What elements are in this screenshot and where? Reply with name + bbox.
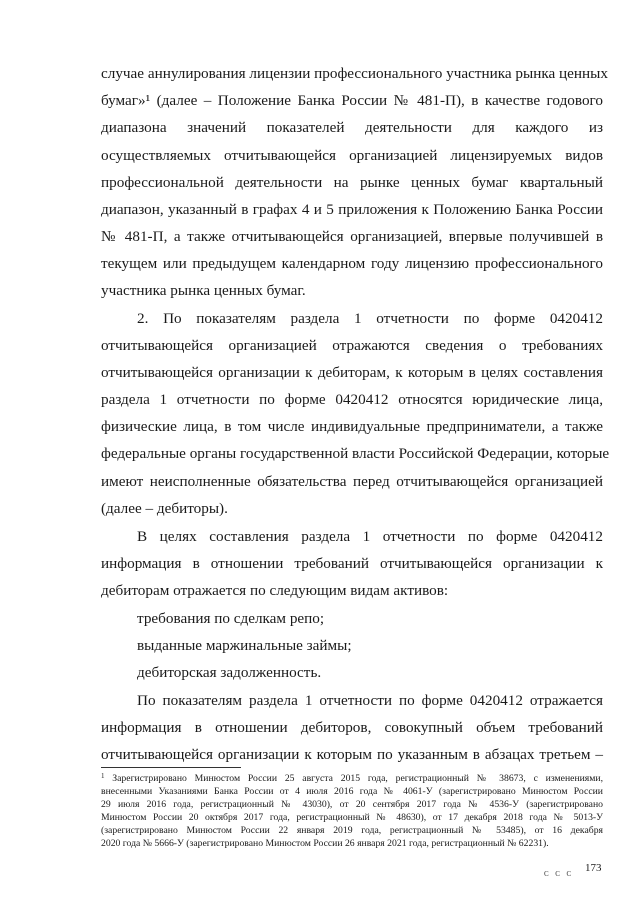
paragraph-start: В целях составления раздела 1 отчетности по форме 0420412 [137,528,603,545]
body-line: диапазона значений показателей деятельности для каждого из [101,119,603,136]
body-line: федеральные органы государственной власти Российской Федерации, которые [101,445,610,462]
page-number: 173 [585,862,602,874]
body-line: физические лица, в том числе индивидуальные предприниматели, а также [101,418,603,435]
body-line: отчитывающейся организации к которым по указанным в абзацах третьем – [101,746,603,763]
body-line: осуществляемых отчитывающейся организацией лицензируемых видов [101,147,603,164]
paragraph-start: 2. По показателям раздела 1 отчетности по форме 0420412 [137,310,603,327]
footnote-divider [101,767,241,768]
footnote-line: 29 июля 2016 года, регистрационный № 43030), от 20 сентября 2017 года № 4536-У (зарегистрировано [101,799,603,810]
body-line: диапазон, указанный в графах 4 и 5 приложения к Положению Банка России [101,201,603,218]
list-item: дебиторская задолженность. [137,664,322,681]
body-line: профессиональной деятельности на рынке ценных бумаг квартальный [101,174,603,191]
footnote-line: внесенными Указаниями Банка России от 4 июля 2016 года № 4061-У (зарегистрировано Минюстом России [101,786,603,797]
body-line: имеют неисполненные обязательства перед отчитывающейся организацией [101,473,603,490]
body-line: информация в отношении дебиторов, совокупный объем требований [101,719,603,736]
body-line: (далее – дебиторы). [101,500,228,517]
footnote-line: Минюстом России 20 октября 2017 года, регистрационный № 48630), от 17 декабря 2018 года № 5013-У [101,812,603,823]
paragraph-start: По показателям раздела 1 отчетности по форме 0420412 отражается [137,692,603,709]
body-line: случае аннулирования лицензии профессионального участника рынка ценных [101,65,608,82]
body-line: № 481-П, а также отчитывающейся организацией, впервые получившей в [101,228,603,245]
body-line: раздела 1 отчетности по форме 0420412 относятся юридические лица, [101,391,603,408]
body-line: информация в отношении требований отчитывающейся организации к [101,555,603,572]
list-item: выданные маржинальные займы; [137,637,352,654]
body-line: бумаг»¹ (далее – Положение Банка России № 481-П), в качестве годового [101,92,603,109]
body-line: отчитывающейся организации к дебиторам, к которым в целях составления [101,364,603,381]
body-line: отчитывающейся организацией отражаются сведения о требованиях [101,337,603,354]
footnote-marker: 1 [101,772,105,780]
body-line: дебиторам отражается по следующим видам активов: [101,582,449,599]
stamp-mark: ᴄ ᴄ ᴄ [544,868,574,879]
footnote-line: (зарегистрировано Минюстом России 22 января 2019 года, регистрационный № 53485), от 16 декабря [101,825,603,836]
body-line: участника рынка ценных бумаг. [101,282,306,299]
list-item: требования по сделкам репо; [137,610,325,627]
footnote-line: 2020 года № 5666-У (зарегистрировано Минюстом России 26 января 2021 года, регистрационный № 62231). [101,838,549,849]
body-line: текущем или предыдущем календарном году лицензию профессионального [101,255,603,272]
footnote-line: $^1$ Зарегистрировано Минюстом России 25 августа 2015 года, регистрационный № 38673, с изменениями, [101,772,603,784]
